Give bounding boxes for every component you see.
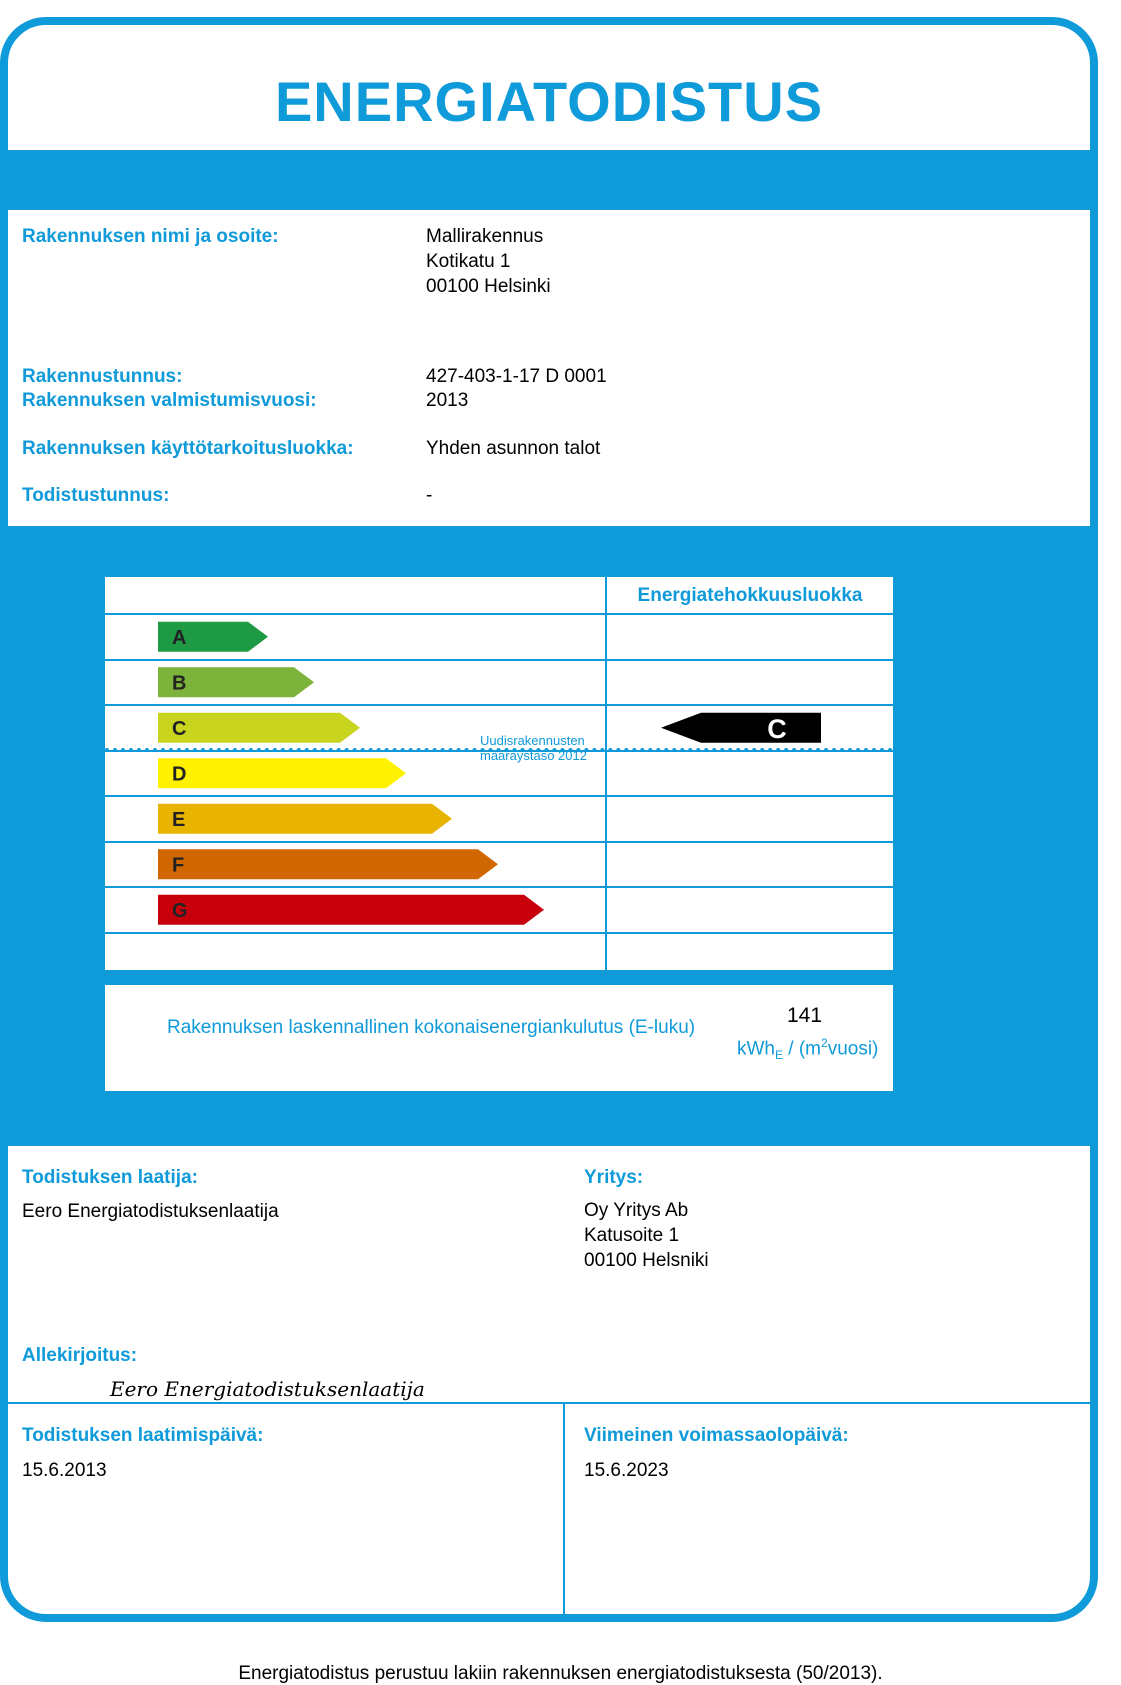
rating-scale: [105, 577, 893, 970]
rating-letter-g: G: [172, 899, 188, 922]
certificate-id-label: Todistustunnus:: [22, 485, 170, 506]
e-value-box: [105, 985, 893, 1091]
e-value-unit: [737, 1036, 878, 1062]
building-id-label: Rakennustunnus:: [22, 366, 183, 387]
valid-date-label: Viimeinen voimassaolopäivä:: [584, 1425, 849, 1446]
current-rating-arrow: [661, 713, 821, 743]
e-value-label: Rakennuksen laskennallinen kokonaisenergiankulutus (E-luku): [167, 1017, 696, 1038]
author-value: Eero Energiatodistuksenlaatija: [22, 1201, 279, 1222]
rating-arrow-g: [158, 895, 544, 925]
certificate-id-value: -: [426, 485, 433, 506]
regulation-note-line: Uudisrakennusten: [480, 733, 585, 748]
regulation-level-note: [480, 733, 587, 763]
building-address-line: Kotikatu 1: [426, 251, 511, 272]
rating-header: Energiatehokkuusluokka: [637, 585, 863, 606]
unit-kwh: kWh: [737, 1038, 775, 1060]
unit-mid: / (m: [783, 1038, 822, 1060]
title-band: [8, 150, 1090, 210]
building-name-address: [426, 224, 551, 299]
rating-arrow-c: [158, 713, 360, 743]
company-address: [584, 1198, 709, 1273]
valid-date-value: 15.6.2023: [584, 1460, 669, 1481]
building-year-label: Rakennuksen valmistumisvuosi:: [22, 390, 317, 411]
regulation-note-line: määräystaso 2012: [480, 748, 587, 763]
rating-letter-c: C: [172, 717, 187, 740]
building-postcode-line: 00100 Helsinki: [426, 276, 551, 297]
rating-letter-b: B: [172, 672, 187, 695]
building-use-label: Rakennuksen käyttötarkoitusluokka:: [22, 438, 354, 459]
footer-legal-text: Energiatodistus perustuu lakiin rakennuksen energiatodistuksesta (50/2013).: [238, 1663, 883, 1684]
issue-date-value: 15.6.2013: [22, 1460, 107, 1481]
current-rating-letter: C: [767, 713, 787, 744]
building-use-value: Yhden asunnon talot: [426, 438, 601, 459]
dates-divider-vertical: [563, 1402, 565, 1622]
document-title: ENERGIATODISTUS: [274, 70, 824, 133]
rating-band: [8, 526, 1090, 1146]
company-postcode-line: 00100 Helsniki: [584, 1250, 709, 1271]
rating-arrow-f: [158, 849, 498, 879]
building-name-label: Rakennuksen nimi ja osoite:: [22, 226, 279, 247]
unit-subscript: E: [775, 1048, 784, 1063]
unit-superscript: 2: [821, 1036, 828, 1050]
building-id-value: 427-403-1-17 D 0001: [426, 366, 607, 387]
building-name-line: Mallirakennus: [426, 226, 544, 247]
author-label: Todistuksen laatija:: [22, 1167, 198, 1188]
issue-date-label: Todistuksen laatimispäivä:: [22, 1425, 264, 1446]
unit-end: vuosi): [827, 1038, 879, 1060]
rating-letter-e: E: [172, 808, 186, 831]
rating-letter-d: D: [172, 763, 187, 786]
company-name-line: Oy Yritys Ab: [584, 1200, 689, 1221]
company-street-line: Katusoite 1: [584, 1225, 680, 1246]
dates-divider-top: [8, 1402, 1090, 1404]
rating-arrow-e: [158, 804, 452, 834]
signature-label: Allekirjoitus:: [22, 1345, 138, 1366]
building-year-value: 2013: [426, 390, 469, 411]
rating-arrow-d: [158, 758, 406, 788]
certificate-card: [0, 17, 1098, 1622]
e-value-number: 141: [787, 1004, 823, 1027]
rating-grid: [105, 577, 893, 970]
company-label: Yritys:: [584, 1167, 644, 1188]
rating-letter-f: F: [172, 854, 185, 877]
rating-letter-a: A: [172, 626, 187, 649]
signature-image: Eero Energiatodistuksenlaatija: [110, 1377, 425, 1401]
